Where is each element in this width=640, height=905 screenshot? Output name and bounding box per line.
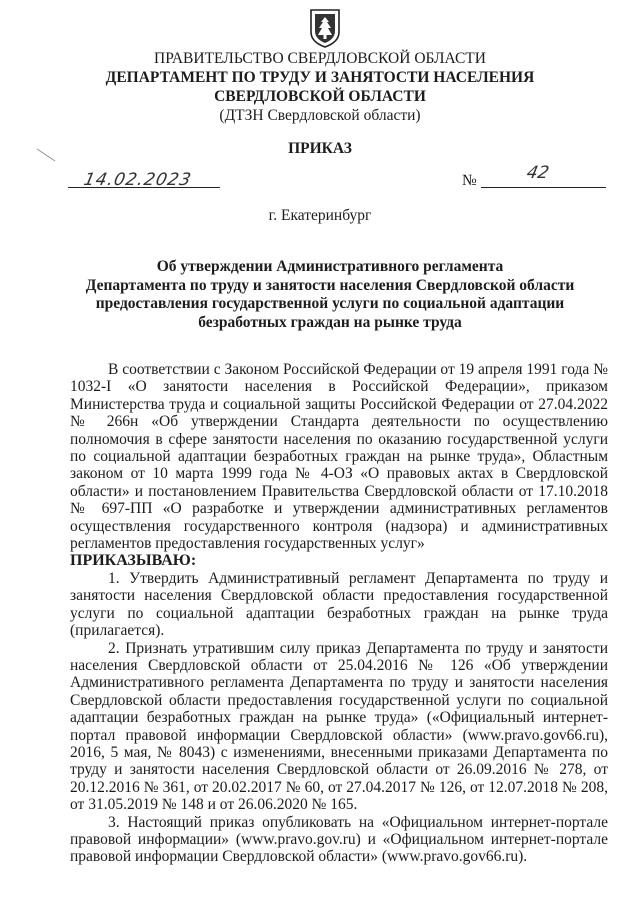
orders-heading: ПРИКАЗЫВАЮ: [70,552,197,570]
number-underline [481,187,606,188]
subject-line: предоставления государственной услуги по социальной адаптации [95,295,565,312]
order-item-3: 3. Настоящий приказ опубликовать на «Официальном интернет-портале правовой информации» (www.pravo.gov.ru) и «Официальном интернет-портале правовой информации Свердловской области» (www.pravo.gov66.ru). [70,813,608,866]
coat-of-arms-icon [309,8,341,48]
date-underline [68,187,220,188]
order-item-1: 1. Утвердить Административный регламент Департамента по труду и занятости населения Свердловской области предоставления государственной услуги по социальной адаптации безработных граждан на рынке труда (прилагается). [70,569,608,640]
subject-line: безработных граждан на рынке труда [198,313,462,331]
government-name: ПРАВИТЕЛЬСТВО СВЕРДЛОВСКОЙ ОБЛАСТИ [154,50,486,67]
order-date: 14.02.2023 [81,170,194,190]
department-abbreviation: (ДТЗН Свердловской области) [219,107,421,124]
order-number-label: № [462,172,477,189]
order-item-2: 2. Признать утратившим силу приказ Департамента по труду и занятости населения Свердловской области от 25.04.2016 № 126 «Об утверждении Административного регламента Департамента по труду и занятости населения Свердловской области предоставления государственной услуги по социальной адаптации безработных граждан на рынке труда» («Официальный интернет-портал правовой информации Свердловской области» (www.pravo.gov66.ru), 2016, 5 мая, № 8043) с изменениями, внесенными приказами Департамента по труду и занятости населения Свердловской области от 26.09.2016 № 278, от 20.12.2016 № 361, от 20.02.2017 № 60, от 27.04.2017 № 126, от 12.07.2018 № 208, от 31.05.2019 № 148 и от 26.06.2020 № 165. [70,639,608,814]
subject-line: Об утверждении Административного регламента [156,258,504,275]
pen-mark-icon [36,148,56,162]
order-title: ПРИКАЗ [288,140,352,157]
department-name-line1: ДЕПАРТАМЕНТ ПО ТРУДУ И ЗАНЯТОСТИ НАСЕЛЕНИЯ [105,69,535,86]
department-name-line2: СВЕРДЛОВСКОЙ ОБЛАСТИ [214,88,426,105]
order-subject [60,258,600,332]
preamble-paragraph: В соответствии с Законом Российской Федерации от 19 апреля 1991 года № 1032-I «О занятости населения в Российской Федерации», приказом Министерства труда и социальной защиты Российской Федерации от 27.04.2022 № 266н «Об утверждении Стандарта деятельности по осуществлению полномочия в сфере занятости населения по оказанию государственной услуги по социальной адаптации безработных граждан на рынке труда», Областным законом от 10 марта 1999 года № 4-ОЗ «О правовых актах в Свердловской области» и постановлением Правительства Свердловской области от 17.10.2018 № 697-ПП «О разработке и утверждении административных регламентов осуществления государственного контроля (надзора) и административных регламентов предоставления государственных услуг» [70,361,608,553]
subject-line: Департамента по труду и занятости населения Свердловской области [85,276,575,294]
order-body [70,361,608,866]
order-number: 42 [524,163,551,183]
city: г. Екатеринбург [268,207,372,224]
